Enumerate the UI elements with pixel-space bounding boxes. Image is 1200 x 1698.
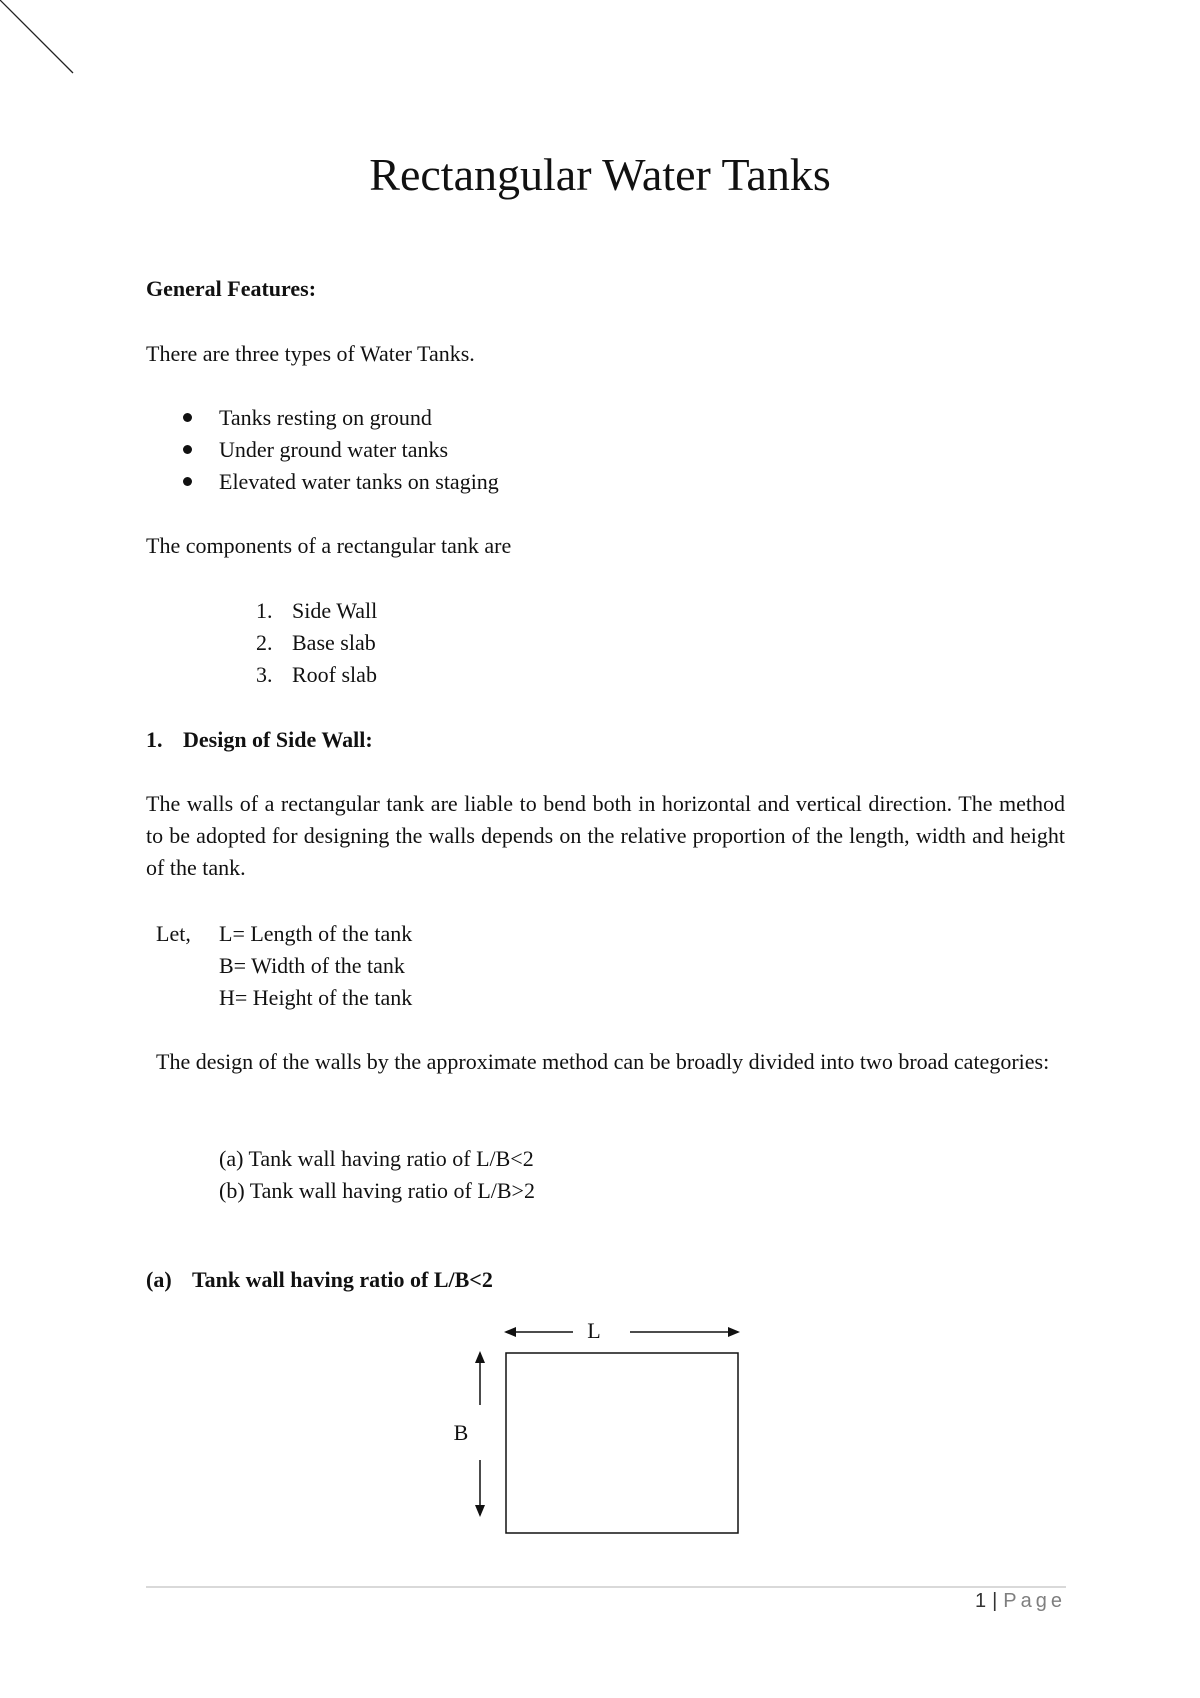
design-paragraph: The design of the walls by the approximate method can be broadly divided into two broad categories: xyxy=(156,1049,1050,1074)
subsection-label: (a) xyxy=(146,1267,172,1292)
arrowhead-right-icon xyxy=(728,1327,740,1337)
definition-item: H= Height of the tank xyxy=(219,985,413,1010)
list-item: Side Wall xyxy=(292,598,378,623)
arrowhead-left-icon xyxy=(504,1327,516,1337)
definition-item: B= Width of the tank xyxy=(219,953,405,978)
walls-paragraph: The walls of a rectangular tank are liable to bend both in horizontal and vertical direction. The method to be adopted for designing the walls depends on the relative proportion of the length, width and height of the tank. xyxy=(146,791,1065,880)
category-item: (a) Tank wall having ratio of L/B<2 xyxy=(219,1146,534,1171)
category-item: (b) Tank wall having ratio of L/B>2 xyxy=(219,1178,535,1203)
list-number: 3. xyxy=(256,662,273,687)
list-number: 2. xyxy=(256,630,273,655)
section-number: 1. xyxy=(146,727,163,752)
components-intro-text: The components of a rectangular tank are xyxy=(146,533,512,558)
width-label: B xyxy=(453,1420,469,1445)
section-heading: Design of Side Wall: xyxy=(183,727,373,752)
list-item: Under ground water tanks xyxy=(219,437,449,462)
types-intro-text: There are three types of Water Tanks. xyxy=(146,341,475,366)
footer-divider xyxy=(146,1586,1066,1588)
footer-separator: | xyxy=(992,1590,998,1612)
arrowhead-down-icon xyxy=(475,1505,485,1517)
page-footer xyxy=(975,1590,1066,1613)
general-features-heading: General Features: xyxy=(146,276,317,301)
subsection-heading: Tank wall having ratio of L/B<2 xyxy=(192,1267,493,1292)
bullet-icon xyxy=(183,445,192,454)
arrowhead-up-icon xyxy=(475,1351,485,1363)
list-item: Tanks resting on ground xyxy=(219,405,432,430)
page-word: Page xyxy=(1003,1590,1066,1612)
let-label: Let, xyxy=(156,921,191,946)
tank-plan-diagram xyxy=(440,1310,760,1550)
page-number: 1 xyxy=(974,1590,987,1612)
list-item: Elevated water tanks on staging xyxy=(219,469,499,494)
length-label: L xyxy=(587,1318,601,1343)
definition-item: L= Length of the tank xyxy=(219,921,413,946)
list-item: Base slab xyxy=(292,630,376,655)
tank-outline xyxy=(506,1353,738,1533)
bullet-icon xyxy=(183,477,192,486)
corner-crop-mark xyxy=(0,0,80,80)
bullet-icon xyxy=(183,413,192,422)
list-item: Roof slab xyxy=(292,662,377,687)
list-number: 1. xyxy=(256,598,273,623)
page-title: Rectangular Water Tanks xyxy=(369,149,831,200)
